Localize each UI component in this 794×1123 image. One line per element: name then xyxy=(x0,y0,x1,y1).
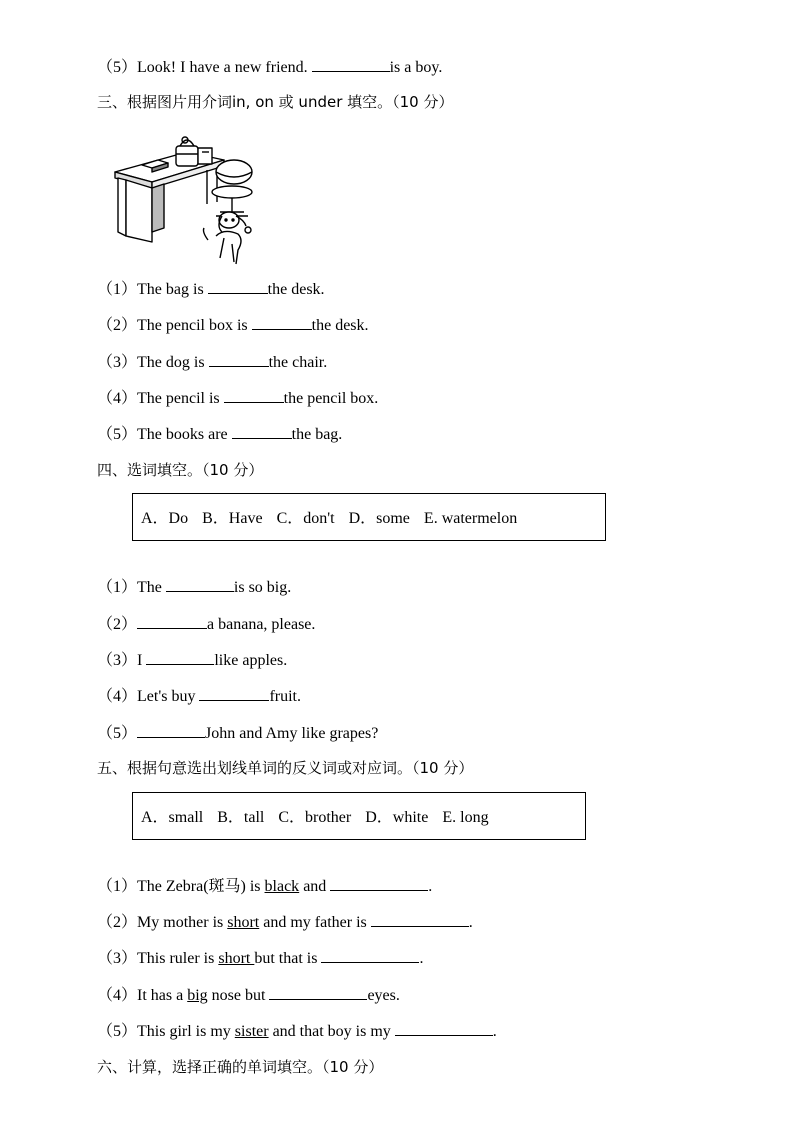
option-e: E. long xyxy=(442,809,489,826)
section-heading-6: 六、计算，选择正确的单词填空。（10 分） xyxy=(97,1058,384,1076)
answer-blank[interactable] xyxy=(321,948,419,963)
answer-blank[interactable] xyxy=(199,686,269,701)
exercise-item: （5）Look! I have a new friend. is a boy. xyxy=(97,59,443,76)
option-d: D．some xyxy=(348,510,410,527)
option-b: B．Have xyxy=(202,510,263,527)
exercise-item: （1）The Zebra(斑马) is black and . xyxy=(97,878,433,895)
exercise-item: （4）The pencil is the pencil box. xyxy=(97,390,379,407)
exercise-item: （3）The dog is the chair. xyxy=(97,354,328,371)
answer-blank[interactable] xyxy=(224,388,284,403)
answer-blank[interactable] xyxy=(330,876,428,891)
answer-blank[interactable] xyxy=(269,985,367,1000)
exercise-item: （1）The is so big. xyxy=(97,579,292,596)
exercise-item: （3）I like apples. xyxy=(97,652,288,669)
section-heading-4: 四、选词填空。（10 分） xyxy=(97,461,264,479)
exercise-item: （1）The bag is the desk. xyxy=(97,281,325,298)
answer-blank[interactable] xyxy=(146,650,214,665)
answer-blank[interactable] xyxy=(371,912,469,927)
section-heading-5: 五、根据句意选出划线单词的反义词或对应词。（10 分） xyxy=(97,759,474,777)
answer-blank[interactable] xyxy=(252,315,312,330)
options-box xyxy=(132,792,586,840)
option-a: A．small xyxy=(141,809,204,826)
exercise-item: （2）The pencil box is the desk. xyxy=(97,317,369,334)
exercise-item: （4）It has a big nose but eyes. xyxy=(97,987,400,1004)
exercise-item: （2）My mother is short and my father is . xyxy=(97,914,473,931)
answer-blank[interactable] xyxy=(137,614,207,629)
answer-blank[interactable] xyxy=(395,1021,493,1036)
exercise-item: （5）The books are the bag. xyxy=(97,426,343,443)
underlined-word: big xyxy=(187,987,208,1004)
underlined-word: short xyxy=(227,914,260,931)
answer-blank[interactable] xyxy=(232,424,292,439)
underlined-word: short xyxy=(218,950,255,967)
answer-blank[interactable] xyxy=(137,723,205,738)
options-box xyxy=(132,493,606,541)
underlined-word: black xyxy=(264,878,300,895)
answer-blank[interactable] xyxy=(209,352,269,367)
exercise-item: （5） John and Amy like grapes? xyxy=(97,725,379,742)
exercise-item: （4）Let's buy fruit. xyxy=(97,688,301,705)
underlined-word: sister xyxy=(234,1023,269,1040)
answer-blank[interactable] xyxy=(208,279,268,294)
option-c: C．don't xyxy=(276,510,335,527)
exercise-item: （3）This ruler is short but that is . xyxy=(97,950,424,967)
option-b: B．tall xyxy=(217,809,265,826)
exercise-item: （5）This girl is my sister and that boy is my . xyxy=(97,1023,497,1040)
section-heading-3: 三、根据图片用介词in, on 或 under 填空。（10 分） xyxy=(97,93,454,111)
desk-chair-bag-dog-illustration xyxy=(112,132,262,267)
exercise-item: （2） a banana, please. xyxy=(97,616,316,633)
option-a: A．Do xyxy=(141,510,189,527)
option-e: E. watermelon xyxy=(423,510,518,527)
answer-blank[interactable] xyxy=(312,57,390,72)
answer-blank[interactable] xyxy=(166,577,234,592)
option-d: D．white xyxy=(365,809,429,826)
option-c: C．brother xyxy=(278,809,352,826)
